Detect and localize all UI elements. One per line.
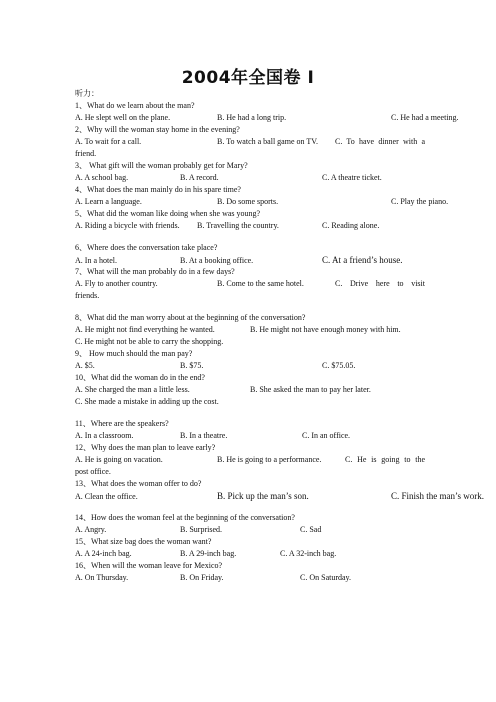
option-c: C. He is going to the post office. xyxy=(75,455,425,476)
option-a: A. On Thursday. xyxy=(75,573,129,582)
options-16 xyxy=(75,572,425,584)
options-8-c xyxy=(75,336,425,348)
option-c: C. $75.05. xyxy=(322,361,356,370)
options-6 xyxy=(75,254,425,266)
options-8 xyxy=(75,324,425,336)
option-a: A. He might not find everything he wanted. xyxy=(75,325,215,334)
section-label: 听力： xyxy=(75,89,99,98)
option-a: A. Clean the office. xyxy=(75,492,138,501)
option-c: C. Sad xyxy=(300,525,322,534)
option-b: B. Pick up the man’s son. xyxy=(217,491,309,501)
question-13: 13、What does the woman offer to do? xyxy=(75,479,202,488)
question-1: 1、What do we learn about the man? xyxy=(75,101,195,110)
options-15 xyxy=(75,548,425,560)
option-a: A. Riding a bicycle with friends. xyxy=(75,221,180,230)
option-c: C. A 32-inch bag. xyxy=(280,549,337,558)
option-c: C. On Saturday. xyxy=(300,573,352,582)
question-list xyxy=(75,88,485,584)
option-b: B. He might not have enough money with him. xyxy=(250,325,401,334)
options-13 xyxy=(75,490,485,502)
options-10 xyxy=(75,384,425,396)
option-c: C. A theatre ticket. xyxy=(322,173,382,182)
option-a: A. He is going on vacation. xyxy=(75,455,163,464)
option-c: C. Play the piano. xyxy=(391,197,449,206)
question-14: 14、How does the woman feel at the beginning of the conversation? xyxy=(75,513,295,522)
option-b: B. Travelling the country. xyxy=(197,221,279,230)
question-6: 6、Where does the conversation take place? xyxy=(75,243,218,252)
question-7: 7、What will the man probably do in a few days? xyxy=(75,267,235,276)
option-b: B. Do some sports. xyxy=(217,197,279,206)
options-5 xyxy=(75,220,425,232)
options-14 xyxy=(75,524,425,536)
page-title: 2004年全国卷 I xyxy=(181,68,315,88)
option-c: C. To have dinner with a friend. xyxy=(75,137,425,158)
option-a: A. Learn a language. xyxy=(75,197,142,206)
option-c: C. He had a meeting. xyxy=(391,113,459,122)
options-4 xyxy=(75,196,449,208)
option-b: B. She asked the man to pay her later. xyxy=(250,385,371,394)
option-b: B. He is going to a performance. xyxy=(217,455,322,464)
question-16: 16、When will the woman leave for Mexico? xyxy=(75,561,223,570)
option-a: A. He slept well on the plane. xyxy=(75,113,171,122)
option-a: A. Fly to another country. xyxy=(75,279,158,288)
option-a: A. A 24-inch bag. xyxy=(75,549,132,558)
option-a: A. In a classroom. xyxy=(75,431,134,440)
option-b: B. Surprised. xyxy=(180,525,222,534)
option-c: C. In an office. xyxy=(302,431,351,440)
option-a: A. A school bag. xyxy=(75,173,129,182)
options-11 xyxy=(75,430,425,442)
options-12 xyxy=(75,454,425,478)
question-12: 12、Why does the man plan to leave early? xyxy=(75,443,216,452)
options-1 xyxy=(75,112,459,124)
option-b: B. On Friday. xyxy=(180,573,224,582)
option-a: A. To wait for a call. xyxy=(75,137,142,146)
option-a: A. In a hotel. xyxy=(75,256,117,265)
option-b: B. To watch a ball game on TV. xyxy=(217,137,318,146)
option-b: B. A record. xyxy=(180,173,219,182)
option-b: B. At a booking office. xyxy=(180,256,254,265)
option-c: C. She made a mistake in adding up the cost. xyxy=(75,397,219,406)
option-a: A. Angry. xyxy=(75,525,107,534)
question-2: 2、Why will the woman stay home in the evening? xyxy=(75,125,240,134)
question-3: 3、 What gift will the woman probably get for Mary? xyxy=(75,161,248,170)
question-5: 5、What did the woman like doing when she was young? xyxy=(75,209,261,218)
option-c: C. At a friend’s house. xyxy=(322,255,403,265)
question-8: 8、What did the man worry about at the beginning of the conversation? xyxy=(75,313,306,322)
option-b: B. He had a long trip. xyxy=(217,113,287,122)
option-a: A. She charged the man a little less. xyxy=(75,385,190,394)
options-10-c xyxy=(75,396,425,408)
question-4: 4、What does the man mainly do in his spare time? xyxy=(75,185,241,194)
option-b: B. $75. xyxy=(180,361,204,370)
option-c: C. Finish the man’s work. xyxy=(391,491,485,501)
option-c: C. Drive here to visit friends. xyxy=(75,279,425,300)
options-2 xyxy=(75,136,425,160)
question-10: 10、What did the woman do in the end? xyxy=(75,373,205,382)
options-3 xyxy=(75,172,425,184)
option-b: B. In a theatre. xyxy=(180,431,228,440)
question-11: 11、Where are the speakers? xyxy=(75,419,169,428)
option-b: B. Come to the same hotel. xyxy=(217,279,304,288)
options-9 xyxy=(75,360,425,372)
option-a: A. $5. xyxy=(75,361,95,370)
option-c: C. He might not be able to carry the shopping. xyxy=(75,337,224,346)
question-15: 15、What size bag does the woman want? xyxy=(75,537,212,546)
options-7 xyxy=(75,278,425,302)
question-9: 9、 How much should the man pay? xyxy=(75,349,193,358)
option-c: C. Reading alone. xyxy=(322,221,380,230)
option-b: B. A 29-inch bag. xyxy=(180,549,237,558)
